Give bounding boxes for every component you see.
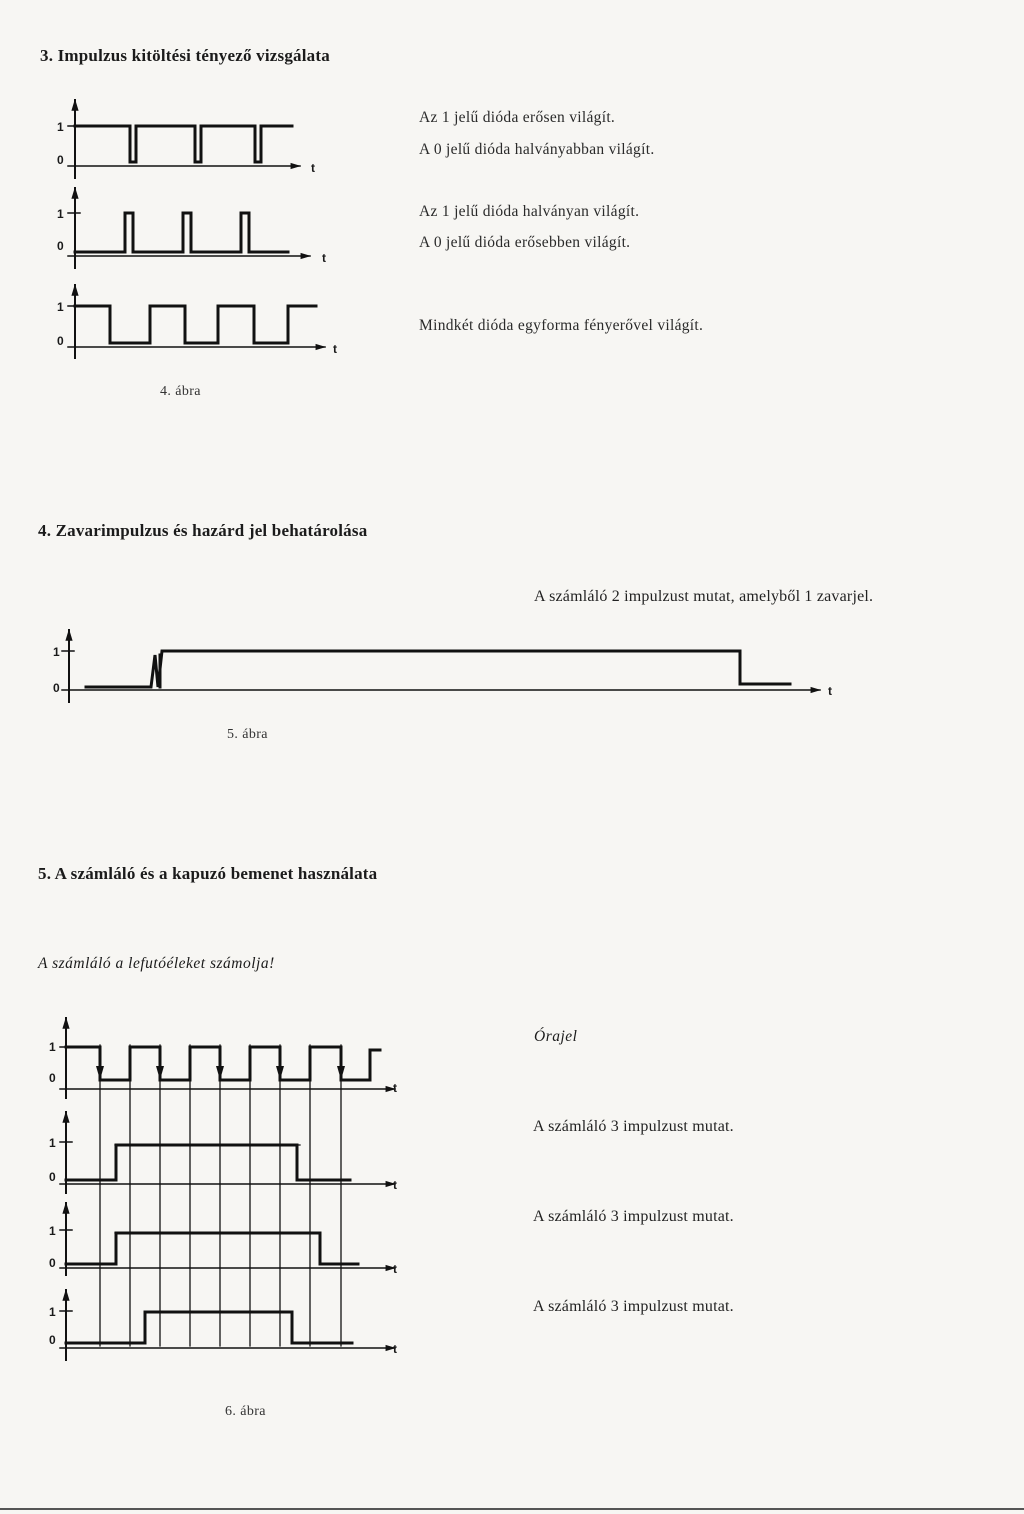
- diagram-1-desc-line-1: Az 1 jelű dióda erősen világít.: [419, 109, 616, 126]
- axis-zero: 0: [49, 1333, 56, 1347]
- clock-waveform: [60, 1018, 395, 1098]
- axis-zero: 0: [53, 681, 60, 695]
- axis-one: 1: [57, 207, 64, 221]
- waveform-1: [68, 100, 300, 178]
- axis-one: 1: [49, 1040, 56, 1054]
- section-3-heading: 3. Impulzus kitöltési tényező vizsgálata: [40, 46, 330, 65]
- diagram-1-desc-line-2: A 0 jelű dióda halványabban világít.: [419, 141, 655, 158]
- counter-waveform-2: [60, 1203, 395, 1275]
- axis-t: t: [828, 684, 832, 698]
- counter-label-3: A számláló 3 impulzust mutat.: [533, 1298, 734, 1315]
- axis-one: 1: [57, 300, 64, 314]
- clock-label: Órajel: [534, 1028, 578, 1045]
- waveform-2: [68, 188, 310, 268]
- axis-t: t: [393, 1342, 397, 1356]
- counter-label-2: A számláló 3 impulzust mutat.: [533, 1208, 734, 1225]
- figure-5-caption: 5. ábra: [227, 727, 268, 742]
- axis-t: t: [322, 251, 326, 265]
- axis-zero: 0: [57, 334, 64, 348]
- counter-grid: [100, 1045, 341, 1346]
- section-5-heading: 5. A számláló és a kapuzó bemenet használata: [38, 864, 378, 883]
- waveform-3: [68, 285, 325, 358]
- figure-6-caption: 6. ábra: [225, 1404, 266, 1419]
- hazard-desc: A számláló 2 impulzust mutat, amelyből 1 zavarjel.: [534, 588, 874, 605]
- diagram-3-desc: Mindkét dióda egyforma fényerővel világít.: [419, 317, 704, 334]
- counter-label-1: A számláló 3 impulzust mutat.: [533, 1118, 734, 1135]
- axis-one: 1: [49, 1136, 56, 1150]
- axis-t: t: [333, 342, 337, 356]
- axis-t: t: [393, 1262, 397, 1276]
- axis-zero: 0: [49, 1170, 56, 1184]
- axis-t: t: [393, 1178, 397, 1192]
- diagram-2-desc-line-2: A 0 jelű dióda erősebben világít.: [419, 234, 631, 251]
- page-bottom-edge: [0, 1508, 1024, 1510]
- axis-t: t: [311, 161, 315, 175]
- figure-4-caption: 4. ábra: [160, 384, 201, 399]
- axis-one: 1: [53, 645, 60, 659]
- axis-zero: 0: [57, 153, 64, 167]
- falling-edge-markers: [96, 1066, 345, 1080]
- axis-one: 1: [57, 120, 64, 134]
- counter-waveform-3: [60, 1290, 395, 1360]
- diagram-2-desc-line-1: Az 1 jelű dióda halványan világít.: [419, 203, 640, 220]
- counter-waveform-1: [60, 1112, 395, 1193]
- axis-zero: 0: [49, 1256, 56, 1270]
- axis-zero: 0: [49, 1071, 56, 1085]
- hazard-waveform: [62, 630, 820, 702]
- axis-zero: 0: [57, 239, 64, 253]
- axis-t: t: [393, 1081, 397, 1095]
- axis-one: 1: [49, 1305, 56, 1319]
- counter-note: A számláló a lefutóéleket számolja!: [38, 955, 275, 972]
- axis-one: 1: [49, 1224, 56, 1238]
- section-4-heading: 4. Zavarimpulzus és hazárd jel behatárolása: [38, 521, 368, 540]
